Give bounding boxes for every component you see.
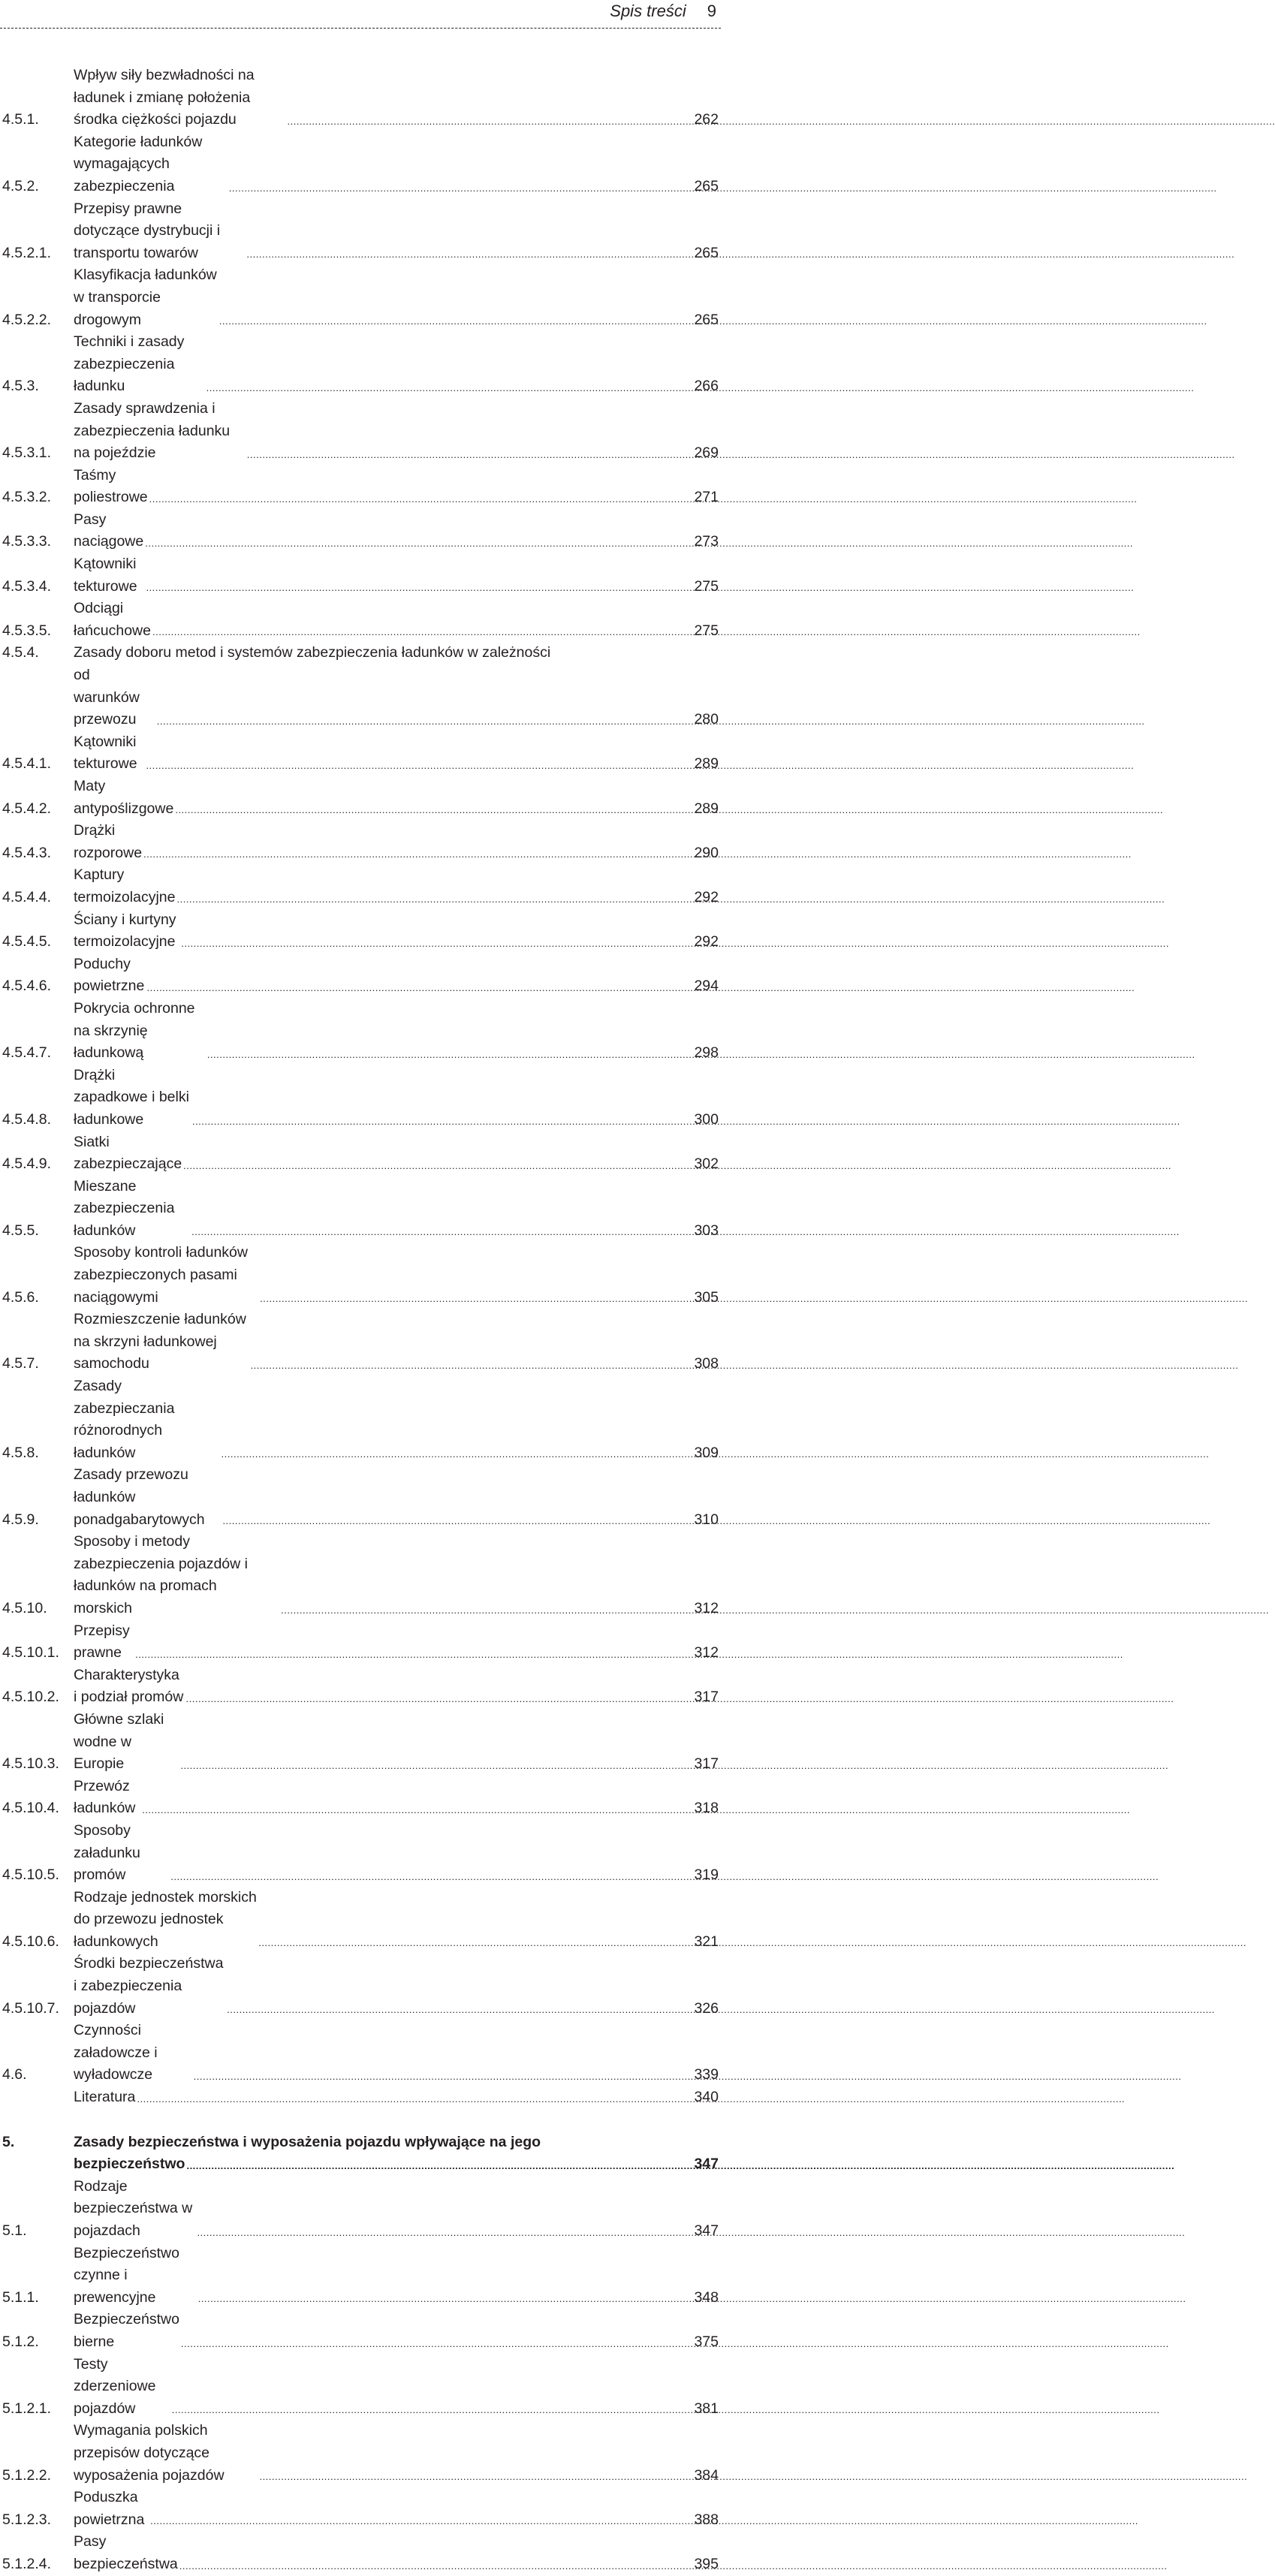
toc-entry-body — [74, 1709, 687, 1776]
toc-entry[interactable] — [0, 909, 721, 954]
toc-entry-body — [74, 1531, 687, 1619]
dot-leader — [181, 939, 684, 954]
toc-entry-number: 4.5.3.3. — [2, 533, 52, 550]
dot-leader — [206, 383, 684, 398]
toc-section-4 — [0, 65, 721, 2109]
dot-leader — [186, 1694, 684, 1709]
toc-entry-number: 4.5.10.4. — [2, 1800, 59, 1817]
toc-entry-chapter-5[interactable] — [0, 2132, 721, 2154]
toc-entry[interactable] — [0, 2354, 721, 2421]
toc-entry-number: 4.5.4.4. — [2, 888, 52, 905]
toc-entry[interactable] — [0, 1953, 721, 2020]
toc-entry-title: Techniki i zasady zabezpieczenia ładunku — [74, 333, 185, 395]
toc-section-5 — [0, 2176, 721, 2576]
toc-entry-body — [74, 198, 687, 265]
toc-entry-page: 395 — [694, 2555, 719, 2572]
toc-entry[interactable] — [0, 998, 721, 1065]
dot-leader — [150, 2516, 684, 2531]
toc-entry-body — [74, 1375, 687, 1464]
toc-entry[interactable] — [0, 509, 721, 553]
toc-entry-body — [74, 820, 687, 864]
toc-entry-body — [74, 1176, 687, 1243]
toc-entry-page: 265 — [694, 311, 719, 328]
toc-entry[interactable] — [0, 465, 721, 509]
toc-entry-page: 381 — [694, 2400, 719, 2417]
toc-entry-body — [74, 2354, 687, 2421]
toc-entry-number: 4.5.4.7. — [2, 1044, 52, 1062]
toc-entry-body — [74, 2420, 687, 2487]
toc-entry-body — [74, 465, 687, 509]
toc-entry-title: Kaptury termoizolacyjne — [74, 866, 176, 905]
toc-entry[interactable] — [0, 598, 721, 642]
dot-leader — [176, 894, 684, 909]
toc-entry-body — [74, 1131, 687, 1176]
toc-entry-title: Pasy naciągowe — [74, 511, 144, 550]
toc-entry-title: Wpływ siły bezwładności na ładunek i zmianę położenia środka ciężkości pojazdu — [74, 67, 255, 128]
toc-entry[interactable] — [0, 398, 721, 465]
toc-entry-page: 375 — [694, 2333, 719, 2350]
toc-entry-page: 265 — [694, 244, 719, 261]
toc-entry-body — [74, 2153, 687, 2176]
toc-entry[interactable] — [0, 642, 721, 664]
toc-entry[interactable] — [0, 954, 721, 998]
toc-entry-number: 4.5.3.2. — [2, 489, 52, 506]
toc-entry[interactable] — [0, 1620, 721, 1665]
toc-entry-title: Środki bezpieczeństwa i zabezpieczenia pojazdów — [74, 1955, 224, 2017]
toc-entry-page: 347 — [694, 2222, 719, 2239]
dot-leader — [142, 1805, 684, 1820]
toc-entry-page: 275 — [694, 622, 719, 639]
toc-entry[interactable] — [0, 1176, 721, 1243]
toc-entry-body — [74, 909, 687, 954]
dot-leader — [175, 805, 684, 820]
toc-entry-number: 4.5.10.7. — [2, 1999, 59, 2017]
toc-entry-number: 4.5.4.3. — [2, 844, 52, 861]
dot-leader — [247, 450, 684, 465]
toc-entry-number: 4.5.2.1. — [2, 244, 52, 261]
toc-entry-title: Ściany i kurtyny termoizolacyjne — [74, 911, 176, 951]
toc-entry-page: 309 — [694, 1444, 719, 1461]
toc-entry-number: 5.1.1. — [2, 2288, 39, 2306]
toc-entry[interactable] — [0, 776, 721, 820]
toc-entry-number: 4.5.4.8. — [2, 1110, 52, 1128]
toc-entry-title: Kategorie ładunków wymagających zabezpieczenia — [74, 133, 203, 194]
toc-entry-title: Główne szlaki wodne w Europie — [74, 1710, 164, 1773]
toc-entry-body — [74, 1309, 687, 1375]
toc-entry-continued[interactable] — [0, 664, 721, 731]
dot-leader — [192, 1116, 684, 1131]
dot-leader — [207, 1050, 684, 1065]
toc-entry-page: 388 — [694, 2511, 719, 2528]
toc-entry-number: 4.5.10. — [2, 1599, 47, 1616]
toc-entry-title: Wymagania polskich przepisów dotyczące wyposażenia pojazdów — [74, 2422, 225, 2484]
toc-entry[interactable] — [0, 1531, 721, 1619]
toc-entry[interactable] — [0, 198, 721, 265]
toc-entry-body — [74, 1887, 687, 1954]
toc-entry-number: 4.5.1. — [2, 111, 39, 128]
toc-entry-page: 292 — [694, 933, 719, 951]
toc-entry-body — [74, 864, 687, 908]
dot-leader — [172, 2405, 684, 2420]
toc-entry-body — [74, 398, 687, 465]
toc-entry-page: 271 — [694, 489, 719, 506]
toc-entry-title: Kątowniki tekturowe — [74, 556, 137, 595]
header-rule — [0, 28, 721, 29]
toc-entry-body — [74, 2487, 687, 2531]
toc-entry-body — [74, 776, 687, 820]
toc-entry-page: 265 — [694, 177, 719, 194]
toc-entry[interactable] — [0, 2487, 721, 2531]
toc-entry[interactable] — [0, 264, 721, 331]
toc-entry-number: 4.5.7. — [2, 1355, 39, 1372]
toc-entry-body — [74, 2086, 687, 2109]
toc-entry[interactable] — [0, 1776, 721, 1820]
dot-leader — [179, 2561, 684, 2576]
dot-leader — [137, 2094, 684, 2109]
dot-leader — [258, 1938, 684, 1953]
toc-entry-title: Rodzaje bezpieczeństwa w pojazdach — [74, 2177, 193, 2239]
toc-entry[interactable] — [0, 1375, 721, 1464]
toc-entry-page: 280 — [694, 711, 719, 728]
table-of-contents — [0, 65, 721, 2576]
toc-entry-number: 4.5.10.2. — [2, 1689, 59, 1706]
toc-entry-number: 5.1.2.1. — [2, 2400, 52, 2417]
toc-entry[interactable] — [0, 864, 721, 908]
toc-entry-body — [74, 664, 687, 731]
dot-leader — [149, 494, 684, 509]
toc-entry-body — [74, 642, 687, 664]
toc-entry-body — [74, 1665, 687, 1709]
toc-entry[interactable] — [0, 1709, 721, 1776]
toc-entry[interactable] — [0, 1887, 721, 1954]
dot-leader — [229, 183, 684, 198]
toc-entry[interactable] — [0, 2531, 721, 2575]
toc-entry-title: Klasyfikacja ładunków w transporcie drogowym — [74, 267, 217, 328]
toc-entry-page: 262 — [694, 111, 719, 128]
toc-entry-title: Zasady bezpieczeństwa i wyposażenia pojazdu wpływające na jego — [74, 2133, 541, 2150]
toc-entry-title: Siatki zabezpieczające — [74, 1133, 182, 1173]
toc-entry[interactable] — [0, 2086, 721, 2109]
toc-entry[interactable] — [0, 553, 721, 598]
toc-entry-page: 294 — [694, 978, 719, 995]
toc-entry-page: 339 — [694, 2066, 719, 2083]
toc-entry-body — [74, 2309, 687, 2353]
dot-leader — [251, 1360, 684, 1375]
toc-entry-title: Zasady sprawdzenia i zabezpieczenia ładunku na pojeździe — [74, 399, 231, 462]
toc-entry[interactable] — [0, 131, 721, 198]
dot-leader — [180, 1761, 684, 1776]
toc-entry-body — [74, 2020, 687, 2086]
toc-entry-body — [74, 509, 687, 553]
toc-entry-page: 305 — [694, 1288, 719, 1306]
toc-entry-title: Testy zderzeniowe pojazdów — [74, 2355, 156, 2417]
toc-entry-page: 289 — [694, 755, 719, 773]
dot-leader — [194, 2071, 684, 2086]
toc-entry-title: Sposoby załadunku promów — [74, 1821, 140, 1884]
toc-entry-body — [74, 1242, 687, 1309]
toc-entry[interactable] — [0, 1820, 721, 1887]
toc-entry-page: 273 — [694, 533, 719, 550]
toc-entry-number: 4.5.5. — [2, 1222, 39, 1239]
toc-entry-body — [74, 1620, 687, 1665]
dot-leader — [143, 849, 684, 864]
toc-entry-page: 266 — [694, 378, 719, 395]
toc-entry-body — [74, 998, 687, 1065]
toc-entry-body — [74, 1776, 687, 1820]
toc-entry-page: 289 — [694, 800, 719, 817]
toc-entry-body — [74, 264, 687, 331]
toc-entry-number: 4.5.10.5. — [2, 1866, 59, 1884]
toc-entry[interactable] — [0, 65, 721, 131]
toc-entry-body — [74, 954, 687, 998]
toc-entry-page: 269 — [694, 444, 719, 462]
dot-leader — [146, 583, 684, 598]
toc-entry-page: 290 — [694, 844, 719, 861]
toc-entry-title: Drążki zapadkowe i belki ładunkowe — [74, 1066, 189, 1128]
toc-entry-number: 4.5.3. — [2, 378, 39, 395]
toc-entry[interactable] — [0, 1309, 721, 1375]
toc-entry-title: Mieszane zabezpieczenia ładunków — [74, 1177, 175, 1239]
dot-leader — [152, 627, 684, 642]
dot-leader — [191, 1227, 684, 1242]
toc-entry-number: 4.5.10.3. — [2, 1755, 59, 1773]
toc-entry-body — [74, 2531, 687, 2575]
toc-entry-title: Literatura — [74, 2089, 136, 2106]
toc-entry-number: 5. — [2, 2133, 15, 2150]
toc-entry-number: 4.5.4.9. — [2, 1155, 52, 1173]
toc-entry-page: 384 — [694, 2466, 719, 2484]
dot-leader — [135, 1650, 684, 1665]
toc-entry-body — [74, 2132, 687, 2154]
toc-entry[interactable] — [0, 1065, 721, 1131]
toc-entry-number: 4.5.10.6. — [2, 1933, 59, 1950]
toc-entry-page: 348 — [694, 2288, 719, 2306]
toc-entry-number: 4.5.2.2. — [2, 311, 52, 328]
toc-entry-page: 302 — [694, 1155, 719, 1173]
dot-leader — [259, 2472, 684, 2487]
toc-entry-page: 317 — [694, 1755, 719, 1773]
toc-entry-page: 318 — [694, 1800, 719, 1817]
toc-entry-page: 317 — [694, 1689, 719, 1706]
toc-entry-number: 4.5.2. — [2, 177, 39, 194]
dot-leader — [219, 316, 684, 331]
dot-leader — [146, 761, 684, 776]
toc-entry-number: 5.1. — [2, 2222, 27, 2239]
dot-leader — [181, 2339, 684, 2354]
toc-entry[interactable] — [0, 1464, 721, 1531]
toc-entry[interactable] — [0, 731, 721, 776]
toc-entry-title: Taśmy poliestrowe — [74, 466, 148, 506]
dot-leader — [281, 1605, 684, 1620]
dot-leader — [157, 716, 684, 731]
running-header — [610, 2, 716, 26]
toc-entry-page: 310 — [694, 1511, 719, 1528]
toc-entry-number: 5.1.2.4. — [2, 2555, 52, 2572]
toc-entry-title: Sposoby kontroli ładunków zabezpieczonych pasami naciągowymi — [74, 1244, 248, 1306]
toc-entry-body — [74, 598, 687, 642]
dot-leader — [186, 2161, 684, 2176]
toc-entry-number: 4.6. — [2, 2066, 27, 2083]
toc-entry-body — [74, 731, 687, 776]
toc-entry-page: 300 — [694, 1110, 719, 1128]
toc-entry-body — [74, 131, 687, 198]
toc-entry-page: 303 — [694, 1222, 719, 1239]
dot-leader — [147, 983, 685, 998]
toc-entry-page: 312 — [694, 1599, 719, 1616]
toc-entry-body — [74, 331, 687, 398]
toc-entry-number: 4.5.4.1. — [2, 755, 52, 773]
toc-entry-number: 4.5.3.1. — [2, 444, 52, 462]
toc-entry-title: Poduszka powietrzna — [74, 2489, 145, 2528]
toc-entry-page: 319 — [694, 1866, 719, 1884]
toc-entry-title: Charakterystyka i podział promów — [74, 1666, 184, 1706]
toc-entry-body — [74, 2176, 687, 2243]
toc-gap — [0, 2109, 721, 2132]
toc-entry-title: Sposoby i metody zabezpieczenia pojazdów i ładunków na promach morskich — [74, 1533, 248, 1616]
dot-leader — [222, 1516, 684, 1531]
toc-entry-number: 4.5.6. — [2, 1288, 39, 1306]
toc-entry-page: 340 — [694, 2089, 719, 2106]
toc-entry-body — [74, 2243, 687, 2309]
toc-entry-page: 321 — [694, 1933, 719, 1950]
toc-entry-page: 308 — [694, 1355, 719, 1372]
toc-entry-body — [74, 1820, 687, 1887]
dot-leader — [222, 1449, 684, 1464]
toc-entry-title: Bezpieczeństwo czynne i prewencyjne — [74, 2244, 179, 2306]
toc-entry-number: 5.1.2. — [2, 2333, 39, 2350]
toc-entry-title: Rozmieszczenie ładunków na skrzyni ładunkowej samochodu — [74, 1311, 246, 1372]
toc-entry-title: Przepisy prawne — [74, 1622, 130, 1662]
toc-entry-body — [74, 1065, 687, 1131]
toc-entry-body — [74, 1464, 687, 1531]
toc-entry-chapter-5-cont[interactable] — [0, 2153, 721, 2176]
section-title: Spis treści — [610, 2, 686, 20]
toc-entry-title-continued: bezpieczeństwo — [74, 2156, 185, 2173]
dot-leader — [198, 2294, 684, 2309]
dot-leader — [170, 1872, 684, 1887]
toc-entry[interactable] — [0, 2420, 721, 2487]
toc-entry[interactable] — [0, 2176, 721, 2243]
toc-entry-title-continued: od warunków przewozu — [74, 667, 140, 728]
toc-entry-title: Przewóz ładunków — [74, 1777, 136, 1817]
toc-entry-title: Maty antypoślizgowe — [74, 778, 174, 817]
toc-entry-body — [74, 1953, 687, 2020]
toc-entry-title: Czynności załadowcze i wyładowcze — [74, 2022, 158, 2083]
toc-entry-page: 275 — [694, 577, 719, 595]
toc-entry-number: 4.5.4.6. — [2, 978, 52, 995]
toc-entry-number: 4.5.4. — [2, 644, 39, 661]
dot-leader — [288, 116, 684, 131]
dot-leader — [246, 249, 684, 264]
toc-entry-number: 4.5.10.1. — [2, 1644, 59, 1662]
toc-entry[interactable] — [0, 331, 721, 398]
toc-entry-number: 4.5.8. — [2, 1444, 39, 1461]
toc-entry-number: 5.1.2.3. — [2, 2511, 52, 2528]
toc-entry-title: Pasy bezpieczeństwa — [74, 2533, 178, 2572]
toc-entry[interactable] — [0, 2243, 721, 2309]
toc-entry-page: 292 — [694, 888, 719, 905]
toc-entry-number: 4.5.4.5. — [2, 933, 52, 951]
toc-entry-body — [74, 553, 687, 598]
dot-leader — [227, 2005, 684, 2020]
toc-entry-title: Poduchy powietrzne — [74, 955, 145, 995]
toc-entry-number: 4.5.3.4. — [2, 577, 52, 595]
toc-entry-page: 312 — [694, 1644, 719, 1662]
toc-entry-number: 4.5.3.5. — [2, 622, 52, 639]
toc-entry-page: 326 — [694, 1999, 719, 2017]
toc-entry[interactable] — [0, 820, 721, 864]
toc-entry-title: Zasady doboru metod i systemów zabezpieczenia ładunków w zależności — [74, 644, 551, 661]
toc-entry-title: Pokrycia ochronne na skrzynię ładunkową — [74, 999, 195, 1062]
toc-entry-title: Zasady przewozu ładunków ponadgabarytowych — [74, 1466, 205, 1528]
toc-entry-number: 4.5.9. — [2, 1511, 39, 1528]
toc-entry-page: 298 — [694, 1044, 719, 1062]
toc-entry[interactable] — [0, 1242, 721, 1309]
toc-entry[interactable] — [0, 1131, 721, 1176]
toc-entry-title: Odciągi łańcuchowe — [74, 600, 151, 639]
toc-entry-page: 347 — [694, 2156, 719, 2173]
dot-leader — [197, 2228, 684, 2243]
toc-entry-title: Kątowniki tekturowe — [74, 733, 137, 773]
dot-leader — [260, 1294, 684, 1309]
toc-entry-title: Przepisy prawne dotyczące dystrybucji i transportu towarów — [74, 200, 221, 261]
toc-entry-title: Zasady zabezpieczania różnorodnych ładunków — [74, 1378, 175, 1461]
dot-leader — [183, 1161, 684, 1176]
toc-entry-title: Bezpieczeństwo bierne — [74, 2311, 179, 2350]
toc-entry-title: Drążki rozporowe — [74, 822, 143, 861]
page-number: 9 — [707, 2, 716, 20]
toc-entry-number: 5.1.2.2. — [2, 2466, 52, 2484]
toc-entry[interactable] — [0, 1665, 721, 1709]
toc-entry-number: 4.5.4.2. — [2, 800, 52, 817]
toc-entry[interactable] — [0, 2020, 721, 2086]
toc-entry[interactable] — [0, 2309, 721, 2353]
dot-leader — [145, 538, 684, 553]
toc-entry-title: Rodzaje jednostek morskich do przewozu jednostek ładunkowych — [74, 1888, 257, 1950]
toc-entry-body — [74, 65, 687, 131]
